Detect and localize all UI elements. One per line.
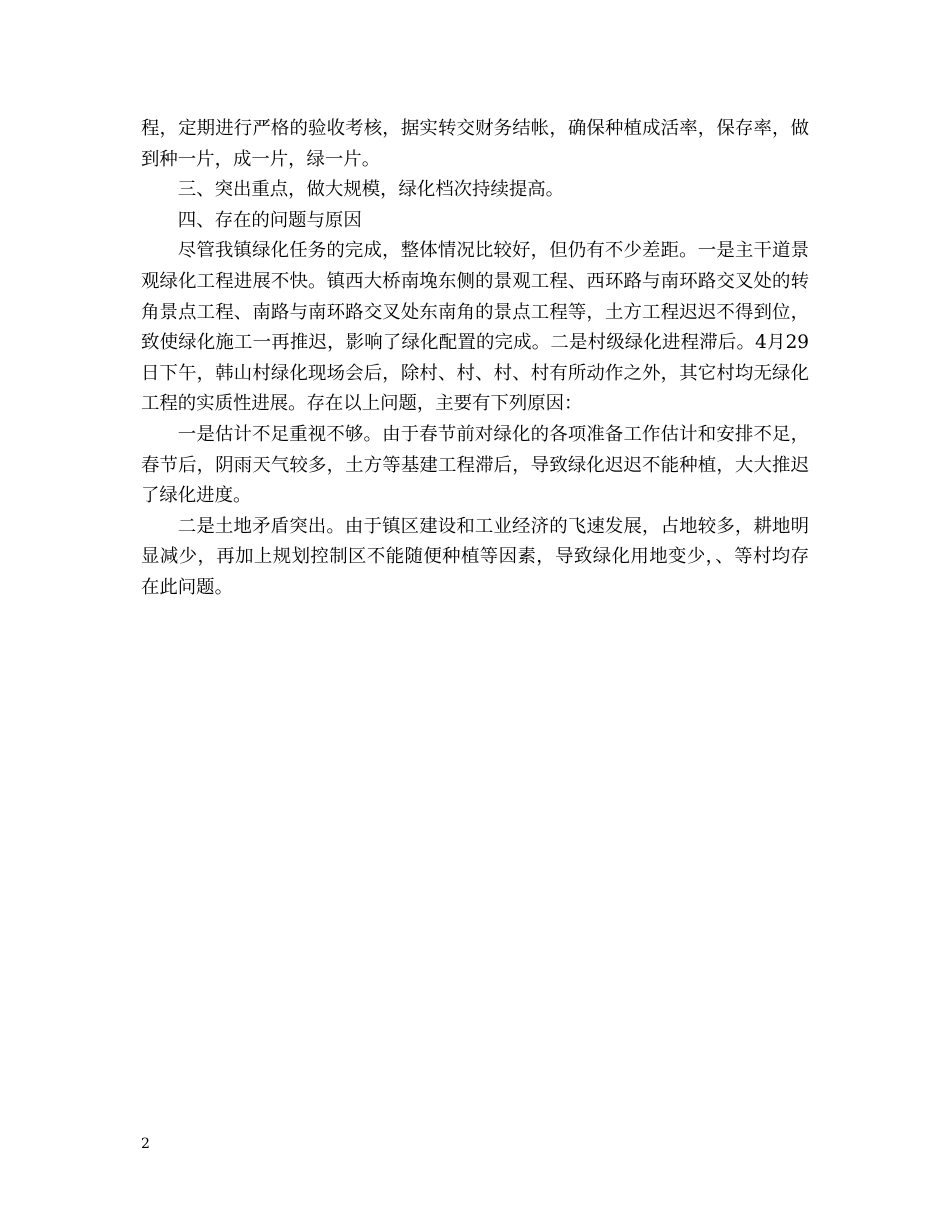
document-body <box>141 114 809 604</box>
paragraph-reason-one: 一是估计不足重视不够。由于春节前对绿化的各项准备工作估计和安排不足，春节后，阴雨天气较多，土方等基建工程滞后，导致绿化迟迟不能种植，大大推迟了绿化进度。 <box>141 423 809 507</box>
paragraph-continuation: 程，定期进行严格的验收考核，据实转交财务结帐，确保种植成活率，保存率，做到种一片，成一片，绿一片。 <box>141 118 809 170</box>
page-number: 2 <box>141 1136 150 1152</box>
section-heading-three: 三、突出重点，做大规模，绿化档次持续提高。 <box>177 179 565 201</box>
paragraph-problems: 尽管我镇绿化任务的完成，整体情况比较好，但仍有不少差距。一是主干道景观绿化工程进展不快。镇西大桥南堍东侧的景观工程、西环路与南环路交叉处的转角景点工程、南路与南环路交叉处东南角的景点工程等，土方工程迟迟不得到位，致使绿化施工一再推迟，影响了绿化配置的完成。二是村级绿化进程滞后。4月29日下午，韩山村绿化现场会后，除村、村、村、村有所动作之外，其它村均无绿化工程的实质性进展。存在以上问题，主要有下列原因： <box>141 240 809 415</box>
section-heading-four: 四、存在的问题与原因 <box>177 209 362 231</box>
paragraph-reason-two: 二是土地矛盾突出。由于镇区建设和工业经济的飞速发展，占地较多，耕地明显减少，再加上规划控制区不能随便种植等因素，导致绿化用地变少，、等村均存在此问题。 <box>141 515 809 598</box>
